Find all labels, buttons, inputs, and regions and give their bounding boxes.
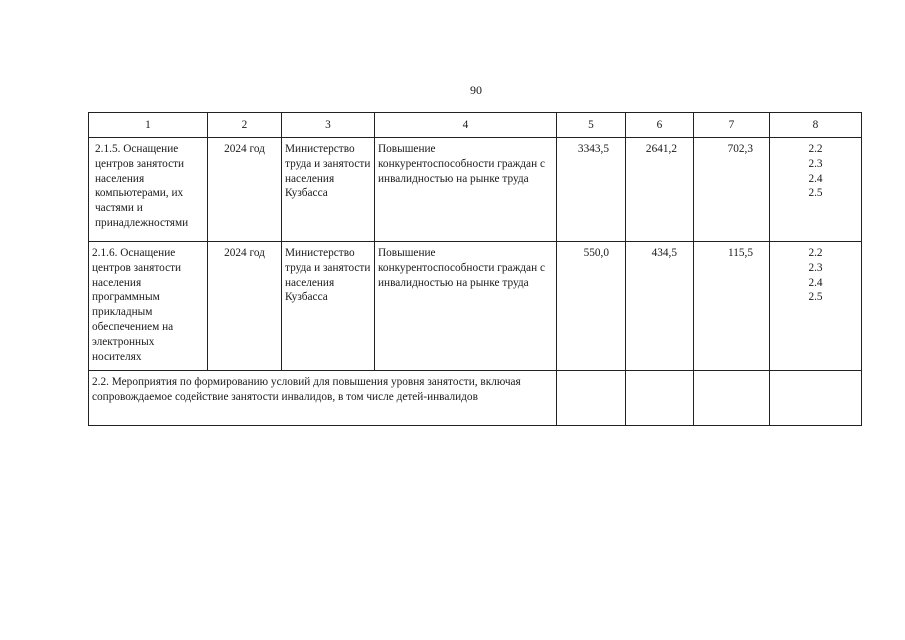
column-header: 8	[770, 113, 862, 138]
code-item: 2.5	[808, 291, 823, 304]
code-item: 2.3	[808, 261, 823, 274]
column-header: 3	[282, 113, 375, 138]
code-item: 2.3	[808, 157, 823, 170]
column-header: 1	[89, 113, 208, 138]
page-number: 90	[470, 83, 482, 97]
code-item: 2.5	[808, 187, 823, 200]
code-item: 2.2	[808, 143, 823, 155]
value-cell-col6: 434,5	[626, 242, 694, 371]
value-cell-col6: 2641,2	[626, 138, 694, 242]
measure-cell: 2.1.5. Оснащение центров занятости населения компьютерами, их частями и принадлежностями	[89, 138, 208, 242]
value-cell-col5: 3343,5	[557, 138, 626, 242]
measures-table	[88, 112, 862, 426]
code-item: 2.4	[808, 276, 823, 289]
column-header: 7	[694, 113, 770, 138]
column-header: 4	[375, 113, 557, 138]
table-row	[89, 138, 862, 242]
column-header: 5	[557, 113, 626, 138]
column-header: 2	[208, 113, 282, 138]
empty-cell	[557, 371, 626, 426]
value-cell-col7: 115,5	[694, 242, 770, 371]
value-cell-col5: 550,0	[557, 242, 626, 371]
column-header: 6	[626, 113, 694, 138]
value-cell-col7: 702,3	[694, 138, 770, 242]
code-item: 2.4	[808, 172, 823, 185]
executor-cell: Министерство труда и занятости населения Кузбасса	[282, 242, 375, 371]
table-section-row	[89, 371, 862, 426]
table-header-row	[89, 113, 862, 138]
year-cell: 2024 год	[208, 138, 282, 242]
code-item: 2.2	[808, 247, 823, 259]
result-cell: Повышение конкурентоспособности граждан с инвалидностью на рынке труда	[375, 242, 557, 371]
measure-cell: 2.1.6. Оснащение центров занятости населения программным прикладным обеспечением на электронных носителях	[89, 242, 208, 371]
section-heading-cell: 2.2. Мероприятия по формированию условий для повышения уровня занятости, включая сопровождаемое содействие занятости инвалидов, в том числе детей-инвалидов	[89, 371, 557, 426]
empty-cell	[770, 371, 862, 426]
year-cell: 2024 год	[208, 242, 282, 371]
result-cell: Повышение конкурентоспособности граждан с инвалидностью на рынке труда	[375, 138, 557, 242]
codes-cell	[770, 138, 862, 242]
empty-cell	[626, 371, 694, 426]
empty-cell	[694, 371, 770, 426]
executor-cell: Министерство труда и занятости населения Кузбасса	[282, 138, 375, 242]
table-row	[89, 242, 862, 371]
codes-cell	[770, 242, 862, 371]
